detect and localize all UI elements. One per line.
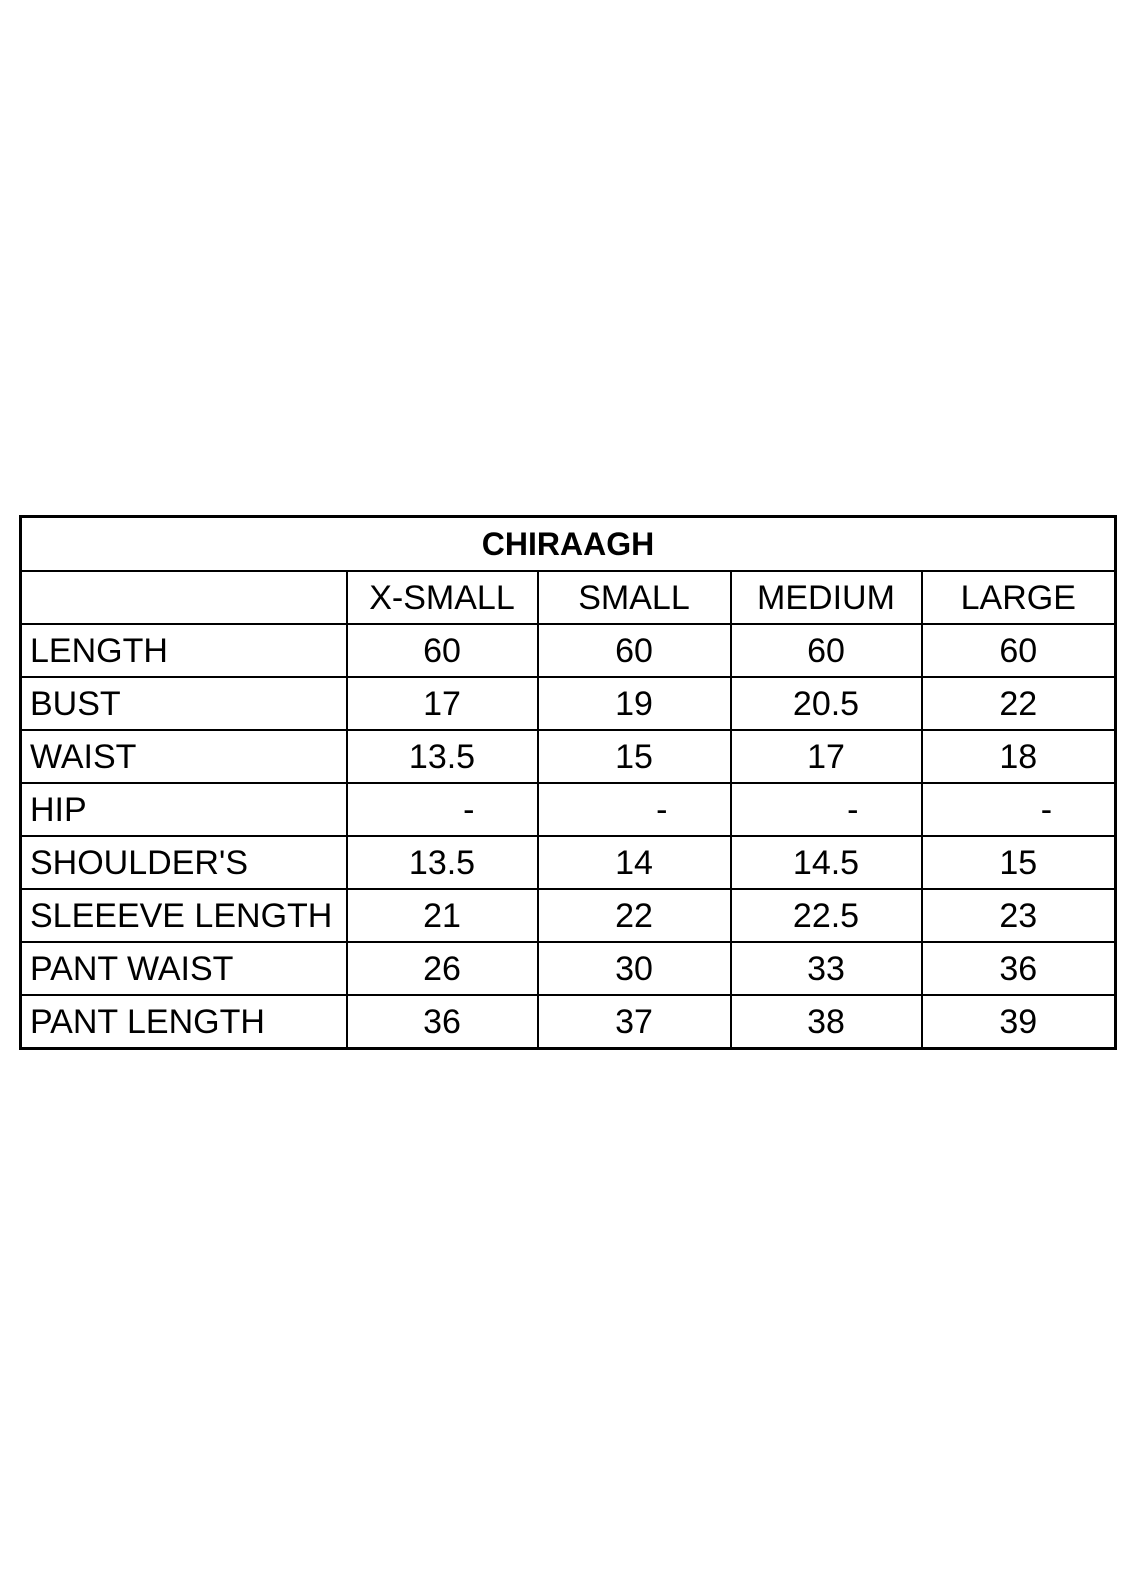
column-header-x-small: X-SMALL: [347, 571, 538, 624]
table-row-length: [21, 624, 1116, 677]
table-cell: 22: [538, 889, 731, 942]
table-cell: -: [538, 783, 731, 836]
table-cell: 36: [347, 995, 538, 1049]
row-label: SHOULDER'S: [21, 836, 347, 889]
row-label: SLEEEVE LENGTH: [21, 889, 347, 942]
table-row-sleeve-length: [21, 889, 1116, 942]
table-cell: 38: [731, 995, 922, 1049]
column-header-medium: MEDIUM: [731, 571, 922, 624]
table-cell: 37: [538, 995, 731, 1049]
table-cell: 15: [922, 836, 1116, 889]
table-cell: 13.5: [347, 836, 538, 889]
table-cell: 33: [731, 942, 922, 995]
row-label: LENGTH: [21, 624, 347, 677]
table-cell: 14: [538, 836, 731, 889]
table-cell: 22.5: [731, 889, 922, 942]
header-row: [21, 571, 1116, 624]
table-cell: 20.5: [731, 677, 922, 730]
corner-cell: [21, 571, 347, 624]
table-cell: 21: [347, 889, 538, 942]
table-cell: 17: [731, 730, 922, 783]
table-row-pant-length: [21, 995, 1116, 1049]
table-cell: 30: [538, 942, 731, 995]
table-cell: -: [731, 783, 922, 836]
table-row-shoulders: [21, 836, 1116, 889]
table-cell: -: [347, 783, 538, 836]
row-label: PANT WAIST: [21, 942, 347, 995]
size-chart-table: [19, 515, 1117, 1050]
table-cell: 22: [922, 677, 1116, 730]
table-cell: 23: [922, 889, 1116, 942]
table-cell: 26: [347, 942, 538, 995]
table-cell: 39: [922, 995, 1116, 1049]
table-row-waist: [21, 730, 1116, 783]
column-header-small: SMALL: [538, 571, 731, 624]
table-cell: 60: [922, 624, 1116, 677]
table-cell: 18: [922, 730, 1116, 783]
title-row: [21, 517, 1116, 572]
row-label: BUST: [21, 677, 347, 730]
column-header-large: LARGE: [922, 571, 1116, 624]
table-cell: 36: [922, 942, 1116, 995]
table-row-bust: [21, 677, 1116, 730]
table-cell: 19: [538, 677, 731, 730]
row-label: HIP: [21, 783, 347, 836]
table-row-pant-waist: [21, 942, 1116, 995]
row-label: PANT LENGTH: [21, 995, 347, 1049]
table-cell: 14.5: [731, 836, 922, 889]
table-cell: 13.5: [347, 730, 538, 783]
table-title: CHIRAAGH: [21, 517, 1116, 572]
table-cell: -: [922, 783, 1116, 836]
table-cell: 60: [731, 624, 922, 677]
table-cell: 17: [347, 677, 538, 730]
table-cell: 60: [538, 624, 731, 677]
table-cell: 15: [538, 730, 731, 783]
table-row-hip: [21, 783, 1116, 836]
table-cell: 60: [347, 624, 538, 677]
row-label: WAIST: [21, 730, 347, 783]
